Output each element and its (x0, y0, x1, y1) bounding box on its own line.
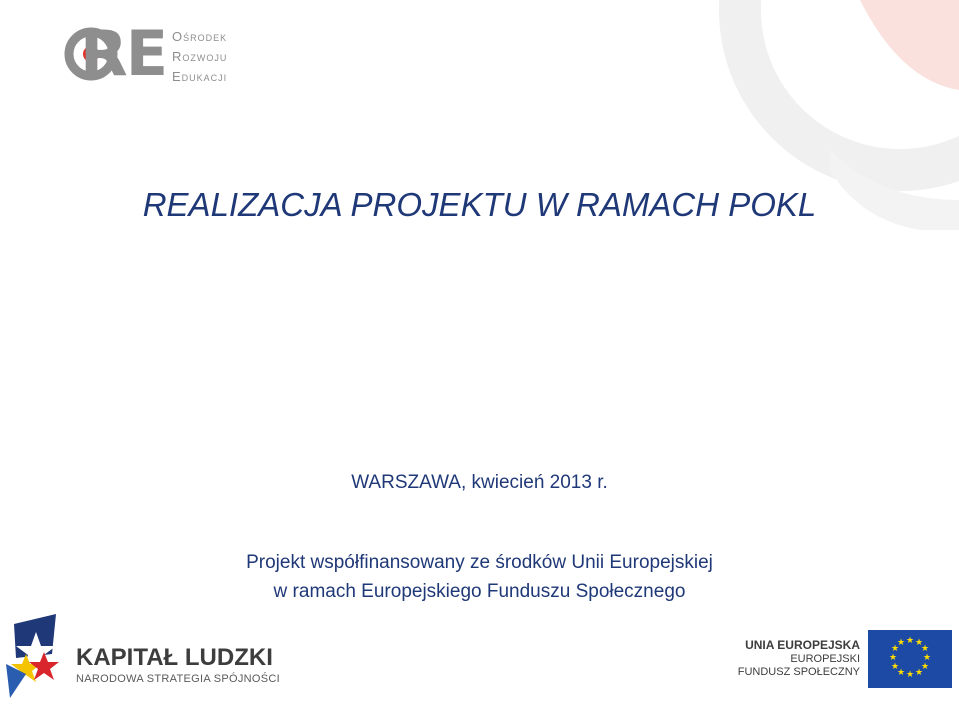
ore-org-name (172, 27, 227, 87)
svg-text:★: ★ (905, 670, 915, 680)
kapital-ludzki-title: KAPITAŁ LUDZKI (76, 644, 273, 671)
cofinance-line: Projekt współfinansowany ze środków Unii Europejskiej (246, 552, 713, 573)
ore-name-line: Ośrodek (172, 29, 228, 44)
svg-text:★: ★ (888, 653, 898, 663)
slide-date: WARSZAWA, kwiecień 2013 r. (351, 472, 608, 493)
eu-line: UNIA EUROPEJSKA (745, 638, 860, 652)
svg-text:★: ★ (914, 668, 924, 678)
ore-logo-letters: RE (80, 17, 167, 90)
svg-text:★: ★ (890, 644, 900, 654)
kapital-ludzki-logo (6, 614, 296, 702)
eu-line: EUROPEJSKI (790, 653, 860, 665)
eu-flag-icon (868, 630, 952, 688)
svg-text:★: ★ (896, 638, 906, 648)
svg-text:★: ★ (920, 662, 930, 672)
svg-text:★: ★ (922, 653, 932, 663)
eu-text (738, 638, 860, 679)
ore-logo (24, 17, 264, 90)
cofinance-note (0, 548, 959, 606)
eu-logo (720, 628, 956, 690)
kapital-ludzki-star-icon (6, 614, 72, 702)
cofinance-line: w ramach Europejskiego Funduszu Społecznego (273, 581, 686, 602)
svg-text:★: ★ (890, 662, 900, 672)
svg-text:★: ★ (914, 638, 924, 648)
slide-title: REALIZACJA PROJEKTU W RAMACH POKL (142, 186, 817, 223)
ore-name-line: Rozwoju (172, 49, 228, 64)
svg-text:★: ★ (896, 668, 906, 678)
kapital-ludzki-subtitle: NARODOWA STRATEGIA SPÓJNOŚCI (76, 673, 280, 685)
svg-text:★: ★ (920, 644, 930, 654)
svg-text:★: ★ (905, 636, 915, 646)
ore-name-line: Edukacji (172, 69, 228, 84)
eu-line: FUNDUSZ SPOŁECZNY (737, 666, 860, 678)
